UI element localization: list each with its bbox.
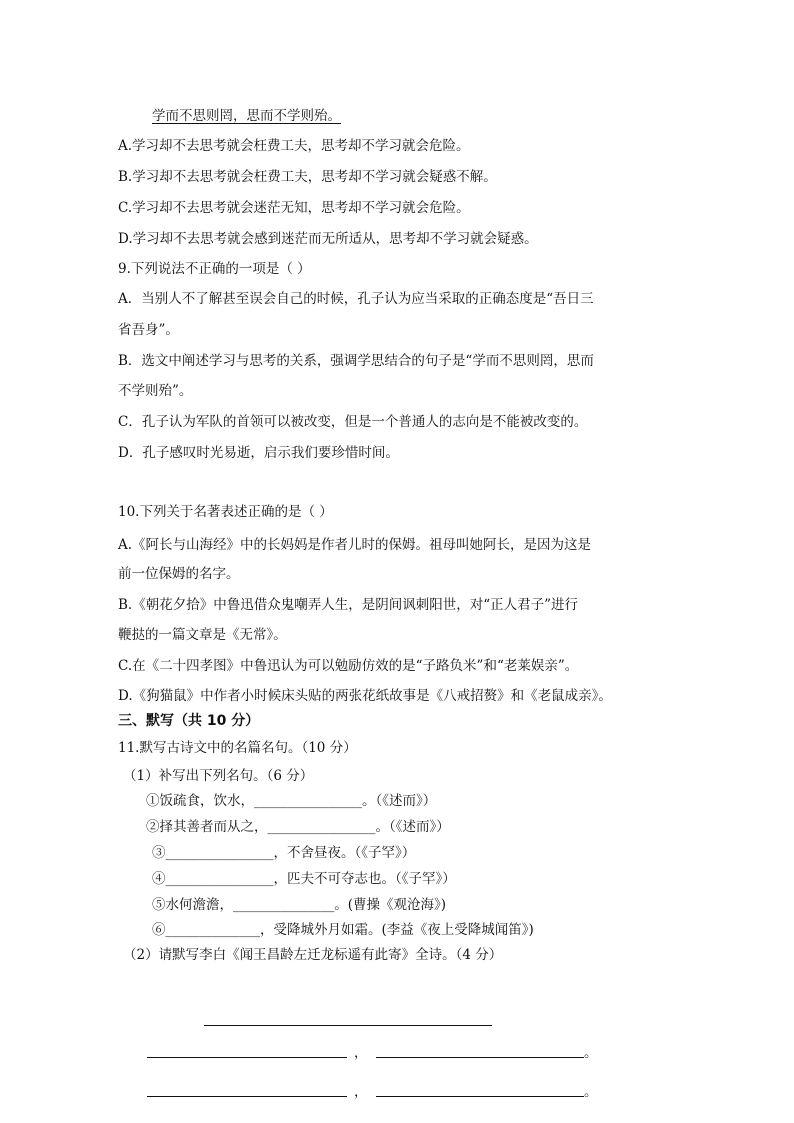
section-heading: 三、默写（共 10 分） xyxy=(118,713,260,729)
fill-in-item-3: ③________________，不舍昼夜。（《子罕》） xyxy=(152,845,416,861)
answer-line-2-right xyxy=(376,1096,584,1097)
q8-option-b: B.学习却不去思考就会枉费工夫，思考却不学习就会疑惑不解。 xyxy=(118,169,497,185)
answer-line-2-left xyxy=(147,1096,347,1097)
q10-option-c: C.在《二十四孝图》中鲁迅认为可以勉励仿效的是“子路负米”和“老莱娱亲”。 xyxy=(118,658,579,674)
title-answer-line xyxy=(204,1025,492,1026)
q11-stem: 11.默写古诗文中的名篇名句。（10 分） xyxy=(118,740,357,756)
q10-stem: 10.下列关于名著表述正确的是（ ） xyxy=(118,504,333,520)
q9-option-a-line2: 省吾身”。 xyxy=(118,322,179,338)
q11-part1-prompt: （1）补写出下列名句。（6 分） xyxy=(123,768,314,784)
q8-option-c: C.学习却不去思考就会迷茫无知，思考却不学习就会危险。 xyxy=(118,200,470,216)
fill-in-item-2: ②择其善者而从之，________________。（《述而》） xyxy=(146,819,450,835)
fill-in-item-6: ⑥______________，受降城外月如霜。(李益《夜上受降城闻笛》) xyxy=(152,922,534,938)
q9-option-b-line2: 不学则殆”。 xyxy=(118,383,193,399)
fill-in-item-5: ⑤水何澹澹，_______________。(曹操《观沧海》) xyxy=(152,897,447,913)
fill-in-item-1: ①饭疏食，饮水，________________。（《述而》） xyxy=(146,793,437,809)
q10-option-a-line2: 前一位保姆的名字。 xyxy=(118,566,240,582)
q10-option-a-line1: A.《阿长与山海经》中的长妈妈是作者儿时的保姆。祖母叫她阿长，是因为这是 xyxy=(118,537,592,553)
q9-option-a-line1: A．当别人不了解甚至误会自己的时候，孔子认为应当采取的正确态度是“吾日三 xyxy=(118,291,594,307)
q9-option-c: C．孔子认为军队的首领可以被改变，但是一个普通人的志向是不能被改变的。 xyxy=(118,414,588,430)
q9-option-b-line1: B．选文中阐述学习与思考的关系，强调学思结合的句子是“学而不思则罔，思而 xyxy=(118,353,594,369)
q9-option-d: D．孔子感叹时光易逝，启示我们要珍惜时间。 xyxy=(118,445,399,461)
classical-quote: 学而不思则罔，思而不学则殆。 xyxy=(152,108,341,124)
answer-period-1: 。 xyxy=(584,1045,598,1061)
q10-option-b-line2: 鞭挞的一篇文章是《无常》。 xyxy=(118,627,287,643)
q8-option-d: D.学习却不去思考就会感到迷茫而无所适从，思考却不学习就会疑惑。 xyxy=(118,231,538,247)
q10-option-b-line1: B.《朝花夕拾》中鲁迅借众鬼嘲弄人生，是阴间讽刺阳世，对“正人君子”进行 xyxy=(118,597,579,613)
answer-comma-1: ， xyxy=(354,1045,368,1061)
q10-option-d: D.《狗猫鼠》中作者小时候床头贴的两张花纸故事是《八戒招赘》和《老鼠成亲》。 xyxy=(118,688,612,704)
q8-option-a: A.学习却不去思考就会枉费工夫，思考却不学习就会危险。 xyxy=(118,138,470,154)
q9-stem: 9.下列说法不正确的一项是（ ） xyxy=(118,261,311,277)
answer-comma-2: ， xyxy=(354,1084,368,1100)
answer-line-1-right xyxy=(376,1057,584,1058)
fill-in-item-4: ④________________，匹夫不可夺志也。（《子罕》） xyxy=(152,871,456,887)
answer-line-1-left xyxy=(147,1057,347,1058)
q11-part2-prompt: （2）请默写李白《闻王昌龄左迁龙标遥有此寄》全诗。（4 分） xyxy=(123,947,503,963)
answer-period-2: 。 xyxy=(584,1084,598,1100)
